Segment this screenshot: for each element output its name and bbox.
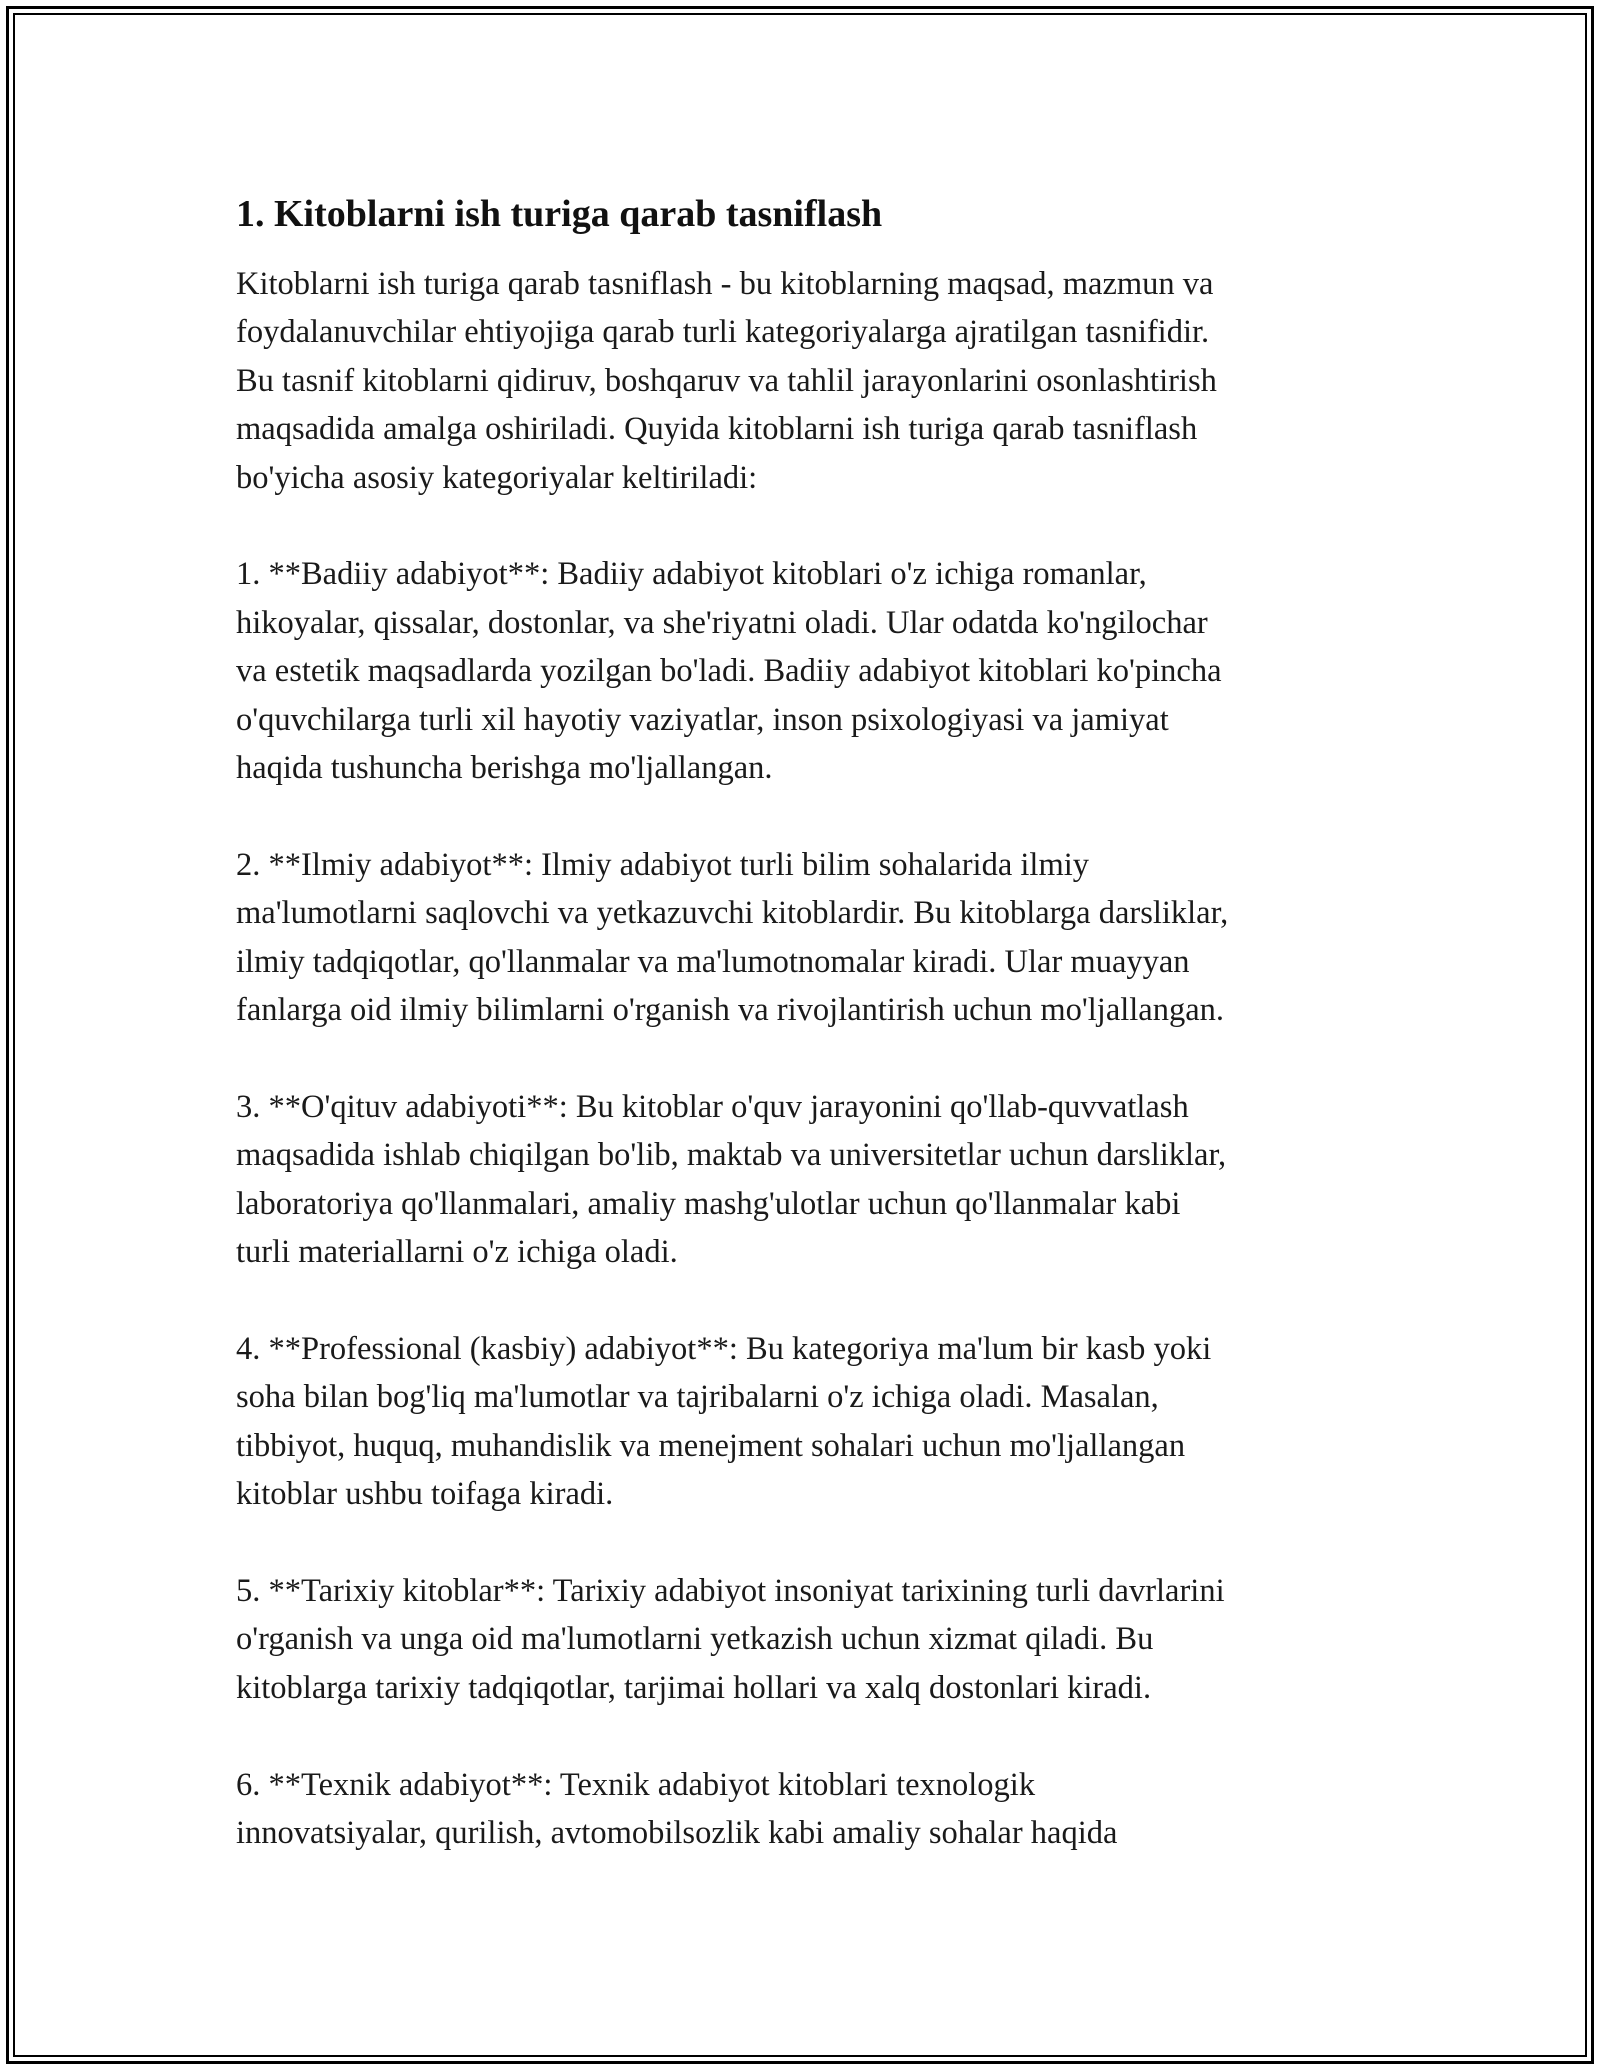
page-title: 1. Kitoblarni ish turiga qarab tasniflash: [236, 193, 883, 235]
document-body: [236, 186, 1366, 1906]
category-badiiy-adabiyot: 1. **Badiiy adabiyot**: Badiiy adabiyot kitoblari o'z ichiga romanlar, hikoyalar, qissalar, dostonlar, va she'riyatni oladi. Ular odatda ko'ngilochar va estetik maqsadlarda yozilgan bo'ladi. Badiiy adabiyot kitoblari ko'pincha o'quvchilarga turli xil hayotiy vaziyatlar, inson psixologiyasi va jamiyat haqida tushuncha berishga mo'ljallangan.: [236, 556, 1222, 787]
category-tarixiy-kitoblar: 5. **Tarixiy kitoblar**: Tarixiy adabiyot insoniyat tarixining turli davrlarini o'rganish va unga oid ma'lumotlarni yetkazish uchun xizmat qiladi. Bu kitoblarga tarixiy tadqiqotlar, tarjimai hollari va xalq dostonlari kiradi.: [236, 1572, 1225, 1706]
category-ilmiy-adabiyot: 2. **Ilmiy adabiyot**: Ilmiy adabiyot turli bilim sohalarida ilmiy ma'lumotlarni saqlovchi va yetkazuvchi kitoblardir. Bu kitoblarga darsliklar, ilmiy tadqiqotlar, qo'llanmalar va ma'lumotnomalar kiradi. Ular muayyan fanlarga oid ilmiy bilimlarni o'rganish va rivojlantirish uchun mo'ljallangan.: [236, 846, 1229, 1029]
intro-paragraph: Kitoblarni ish turiga qarab tasniflash - bu kitoblarning maqsad, mazmun va foydalanuvchilar ehtiyojiga qarab turli kategoriyalarga ajratilgan tasnifidir. Bu tasnif kitoblarni qidiruv, boshqaruv va tahlil jarayonlarini osonlashtirish maqsadida amalga oshiriladi. Quyida kitoblarni ish turiga qarab tasniflash bo'yicha asosiy kategoriyalar keltiriladi:: [236, 266, 1217, 496]
category-oqituv-adabiyoti: 3. **O'qituv adabiyoti**: Bu kitoblar o'quv jarayonini qo'llab-quvvatlash maqsadida ishlab chiqilgan bo'lib, maktab va universitetlar uchun darsliklar, laboratoriya qo'llanmalari, amaliy mashg'ulotlar uchun qo'llanmalar kabi turli materiallarni o'z ichiga oladi.: [236, 1088, 1227, 1271]
category-texnik-adabiyot: 6. **Texnik adabiyot**: Texnik adabiyot kitoblari texnologik innovatsiyalar, qurilish, avtomobilsozlik kabi amaliy sohalar haqida: [236, 1766, 1118, 1851]
category-professional-adabiyot: 4. **Professional (kasbiy) adabiyot**: Bu kategoriya ma'lum bir kasb yoki soha bilan bog'liq ma'lumotlar va tajribalarni o'z ichiga oladi. Masalan, tibbiyot, huquq, muhandislik va menejment sohalari uchun mo'ljallangan kitoblar ushbu toifaga kiradi.: [236, 1330, 1212, 1513]
